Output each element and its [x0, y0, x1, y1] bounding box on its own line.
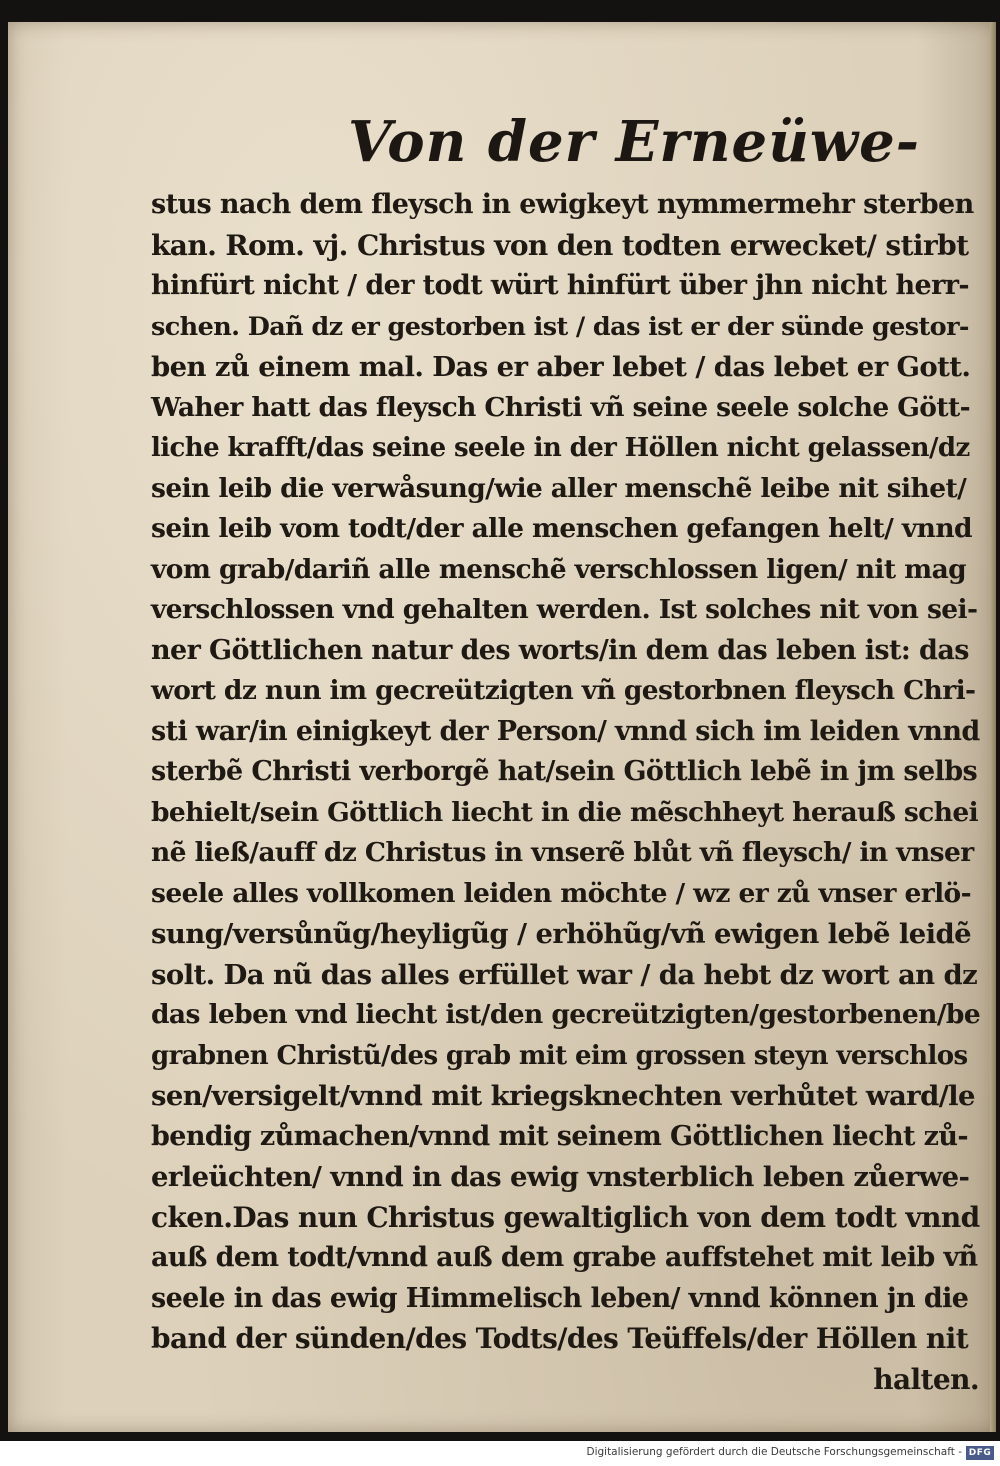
footer-bar [0, 1441, 1000, 1466]
text-line: band der sünden/des Todts/des Teüffels/der Höllen nit [151, 1322, 969, 1355]
text-line: sein leib die verwåsung/wie aller menschẽ leibe nit sihet/ [151, 472, 967, 504]
text-line: schen. Dañ dz er gestorben ist / das ist er der sünde gestor- [151, 311, 969, 342]
text-line: grabnen Christũ/des grab mit eim grossen steyn verschlos [151, 1040, 968, 1071]
text-line: solt. Da nũ das alles erfüllet war / da hebt dz wort an dz [151, 958, 978, 991]
text-line: verschlossen vnd gehalten werden. Ist solches nit von sei- [151, 594, 978, 625]
text-line: behielt/sein Göttlich liecht in die mẽschheyt herauß schei [151, 796, 979, 828]
page-body [151, 185, 981, 1400]
text-line: hinfürt nicht / der todt würt hinfürt über jhn nicht herr- [151, 270, 969, 301]
text-line: stus nach dem fleysch in ewigkeyt nymmermehr sterben [151, 189, 974, 220]
text-line: ben zů einem mal. Das er aber lebet / das lebet er Gott. [151, 351, 971, 383]
text-line: cken.Das nun Christus gewaltiglich von dem todt vnnd [151, 1200, 980, 1234]
text-line: nẽ ließ/auff dz Christus in vnserẽ blůt vñ fleysch/ in vnser [151, 837, 974, 868]
text-line: vom grab/dariñ alle menschẽ verschlossen ligen/ nit mag [151, 553, 967, 585]
dfg-logo: DFG [966, 1446, 994, 1460]
text-line: wort dz nun im gecreützigten vñ gestorbnen fleysch Chri- [151, 675, 976, 706]
text-line: seele in das ewig Himmelisch leben/ vnnd können jn die [151, 1282, 969, 1314]
funding-credit: Digitalisierung gefördert durch die Deutsche Forschungsgemeinschaft - [586, 1446, 962, 1458]
page-heading: Von der Erneüwe- [348, 109, 920, 175]
text-line: kan. Rom. vj. Christus von den todten erwecket/ stirbt [151, 228, 969, 262]
text-line: seele alles vollkomen leiden möchte / wz er zů vnser erlö- [151, 877, 972, 909]
text-line: sein leib vom todt/der alle menschen gefangen helt/ vnnd [151, 513, 972, 544]
text-line: liche krafft/das seine seele in der Höllen nicht gelassen/dz [151, 433, 970, 463]
book-page [8, 22, 996, 1432]
text-line: bendig zůmachen/vnnd mit seinem Göttlichen liecht zů- [151, 1120, 969, 1152]
text-line: das leben vnd liecht ist/den gecreützigten/gestorbenen/be [151, 999, 981, 1030]
text-line-last: halten. [873, 1362, 979, 1396]
text-line: sterbẽ Christi verborgẽ hat/sein Göttlich lebẽ in jm selbs [151, 756, 978, 787]
text-line: sti war/in einigkeyt der Person/ vnnd sich im leiden vnnd [151, 715, 980, 747]
page-edge [990, 22, 996, 1432]
text-line: Waher hatt das fleysch Christi vñ seine seele solche Gött- [151, 391, 971, 423]
text-line: sung/versůnũg/heyligũg / erhöhũg/vñ ewigen lebẽ leidẽ [151, 918, 972, 950]
text-line: sen/versigelt/vnnd mit kriegsknechten verhůtet ward/le [151, 1080, 975, 1112]
text-line: auß dem todt/vnnd auß dem grabe auffstehet mit leib vñ [151, 1242, 978, 1273]
text-line: erleüchten/ vnnd in das ewig vnsterblich leben zůerwe- [151, 1161, 970, 1193]
text-line: ner Göttlichen natur des worts/in dem das leben ist: das [151, 634, 969, 666]
